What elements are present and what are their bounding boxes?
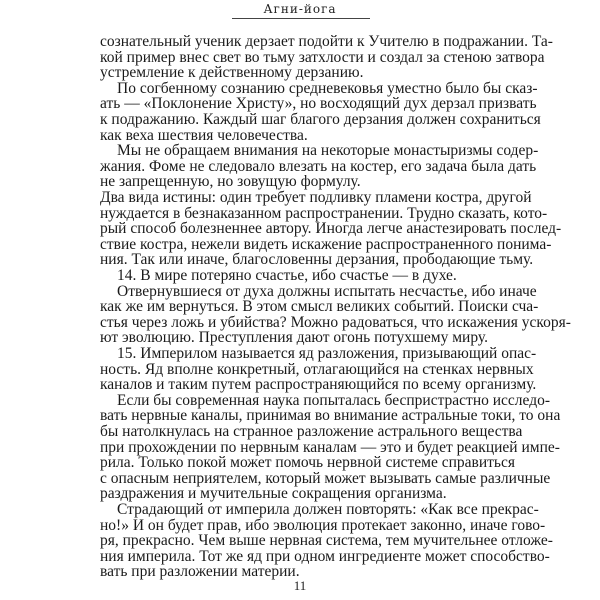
text-line: Мы не обращаем внимания на некоторые монастыризмы содер- [117, 142, 539, 160]
text-line: вать нервные каналы, принимая во внимание астральные токи, то она [100, 407, 561, 425]
text-line: как же им вернуться. В этом смысл великих событий. Поиски сча- [100, 298, 539, 316]
text-line: ность. Яд вполне конкретный, отлагающийся на стенках нервных [100, 360, 534, 378]
text-line: ать — «Поклонение Христу», но восходящий дух дерзал призвать [100, 95, 537, 113]
text-line: но!» И он будет прав, ибо эволюция протекает законно, иначе гово- [100, 516, 546, 534]
text-line: Два вида истины: один требует подливку пламени костра, другой [100, 189, 532, 206]
text-line: не запрещенную, но зовущую формулу. [100, 173, 361, 191]
text-line: каналов и таким путем распространяющийся по всему организму. [100, 376, 537, 394]
running-header: Агни-йога [263, 2, 337, 16]
text-line: бы натолкнулась на странное разложение астрального вещества [100, 423, 523, 440]
text-line: при прохождении по нервным каналам — это и будет реакцией импе- [100, 438, 560, 456]
text-line: Отвернувшиеся от духа должны испытать несчастье, ибо иначе [117, 282, 537, 300]
text-line: ря, прекрасно. Чем выше нервная система, тем мучительнее отложе- [100, 532, 553, 550]
text-line: рила. Только покой может помочь нервной системе справиться [100, 454, 515, 472]
text-line: рый способ болезненнее автору. Иногда легче анастезировать послед- [100, 220, 562, 238]
text-line: нуждается в безнаказанном распространении. Трудно сказать, кото- [100, 204, 548, 222]
text-line: По согбенному сознанию средневековья уместно было бы сказ- [117, 79, 538, 97]
text-line: с опасным неприятелем, который может вызывать самые различные [100, 469, 551, 487]
text-line: к подражанию. Каждый шаг благого дерзания должен сохраниться [100, 111, 541, 128]
text-line: ют эволюцию. Преступления дают огонь потухшему миру. [100, 329, 488, 347]
text-line: ствие костра, нежели видеть искажение распространенного понима- [100, 235, 552, 253]
text-line: 15. Империлом называется яд разложения, призывающий опас- [117, 345, 537, 362]
text-line: сознательный ученик дерзает подойти к Учителю в подражании. Та- [100, 33, 553, 50]
text-line: как веха шествия человечества. [100, 126, 308, 144]
text-line: кой пример внес свет во тьму затхлости и создал за стеною затвора [100, 48, 545, 66]
page-number: 11 [293, 578, 307, 593]
text-line: ния. Так или иначе, благословенны дерзания, прободающие тьму. [100, 251, 534, 269]
text-line: раздражения и мучительные сокращения организма. [100, 485, 447, 503]
text-line: ния империла. Тот же яд при одном ингредиенте может способство- [100, 547, 550, 565]
text-line: вать при разложении материи. [100, 563, 300, 581]
text-line: 14. В мире потеряно счастье, ибо счастье — в духе. [117, 267, 457, 284]
text-line: устремление к действенному дерзанию. [100, 64, 364, 82]
text-line: жания. Фоме не следовало влезать на костер, его задача была дать [100, 157, 537, 175]
text-line: стья через ложь и убийства? Можно радоваться, что искажения ускоря- [100, 313, 571, 331]
text-line: Если бы современная наука попыталась беспристрастно исследо- [117, 391, 551, 409]
text-line: Страдающий от империла должен повторять: «Как все прекрас- [117, 501, 539, 518]
header-rule [232, 18, 370, 19]
